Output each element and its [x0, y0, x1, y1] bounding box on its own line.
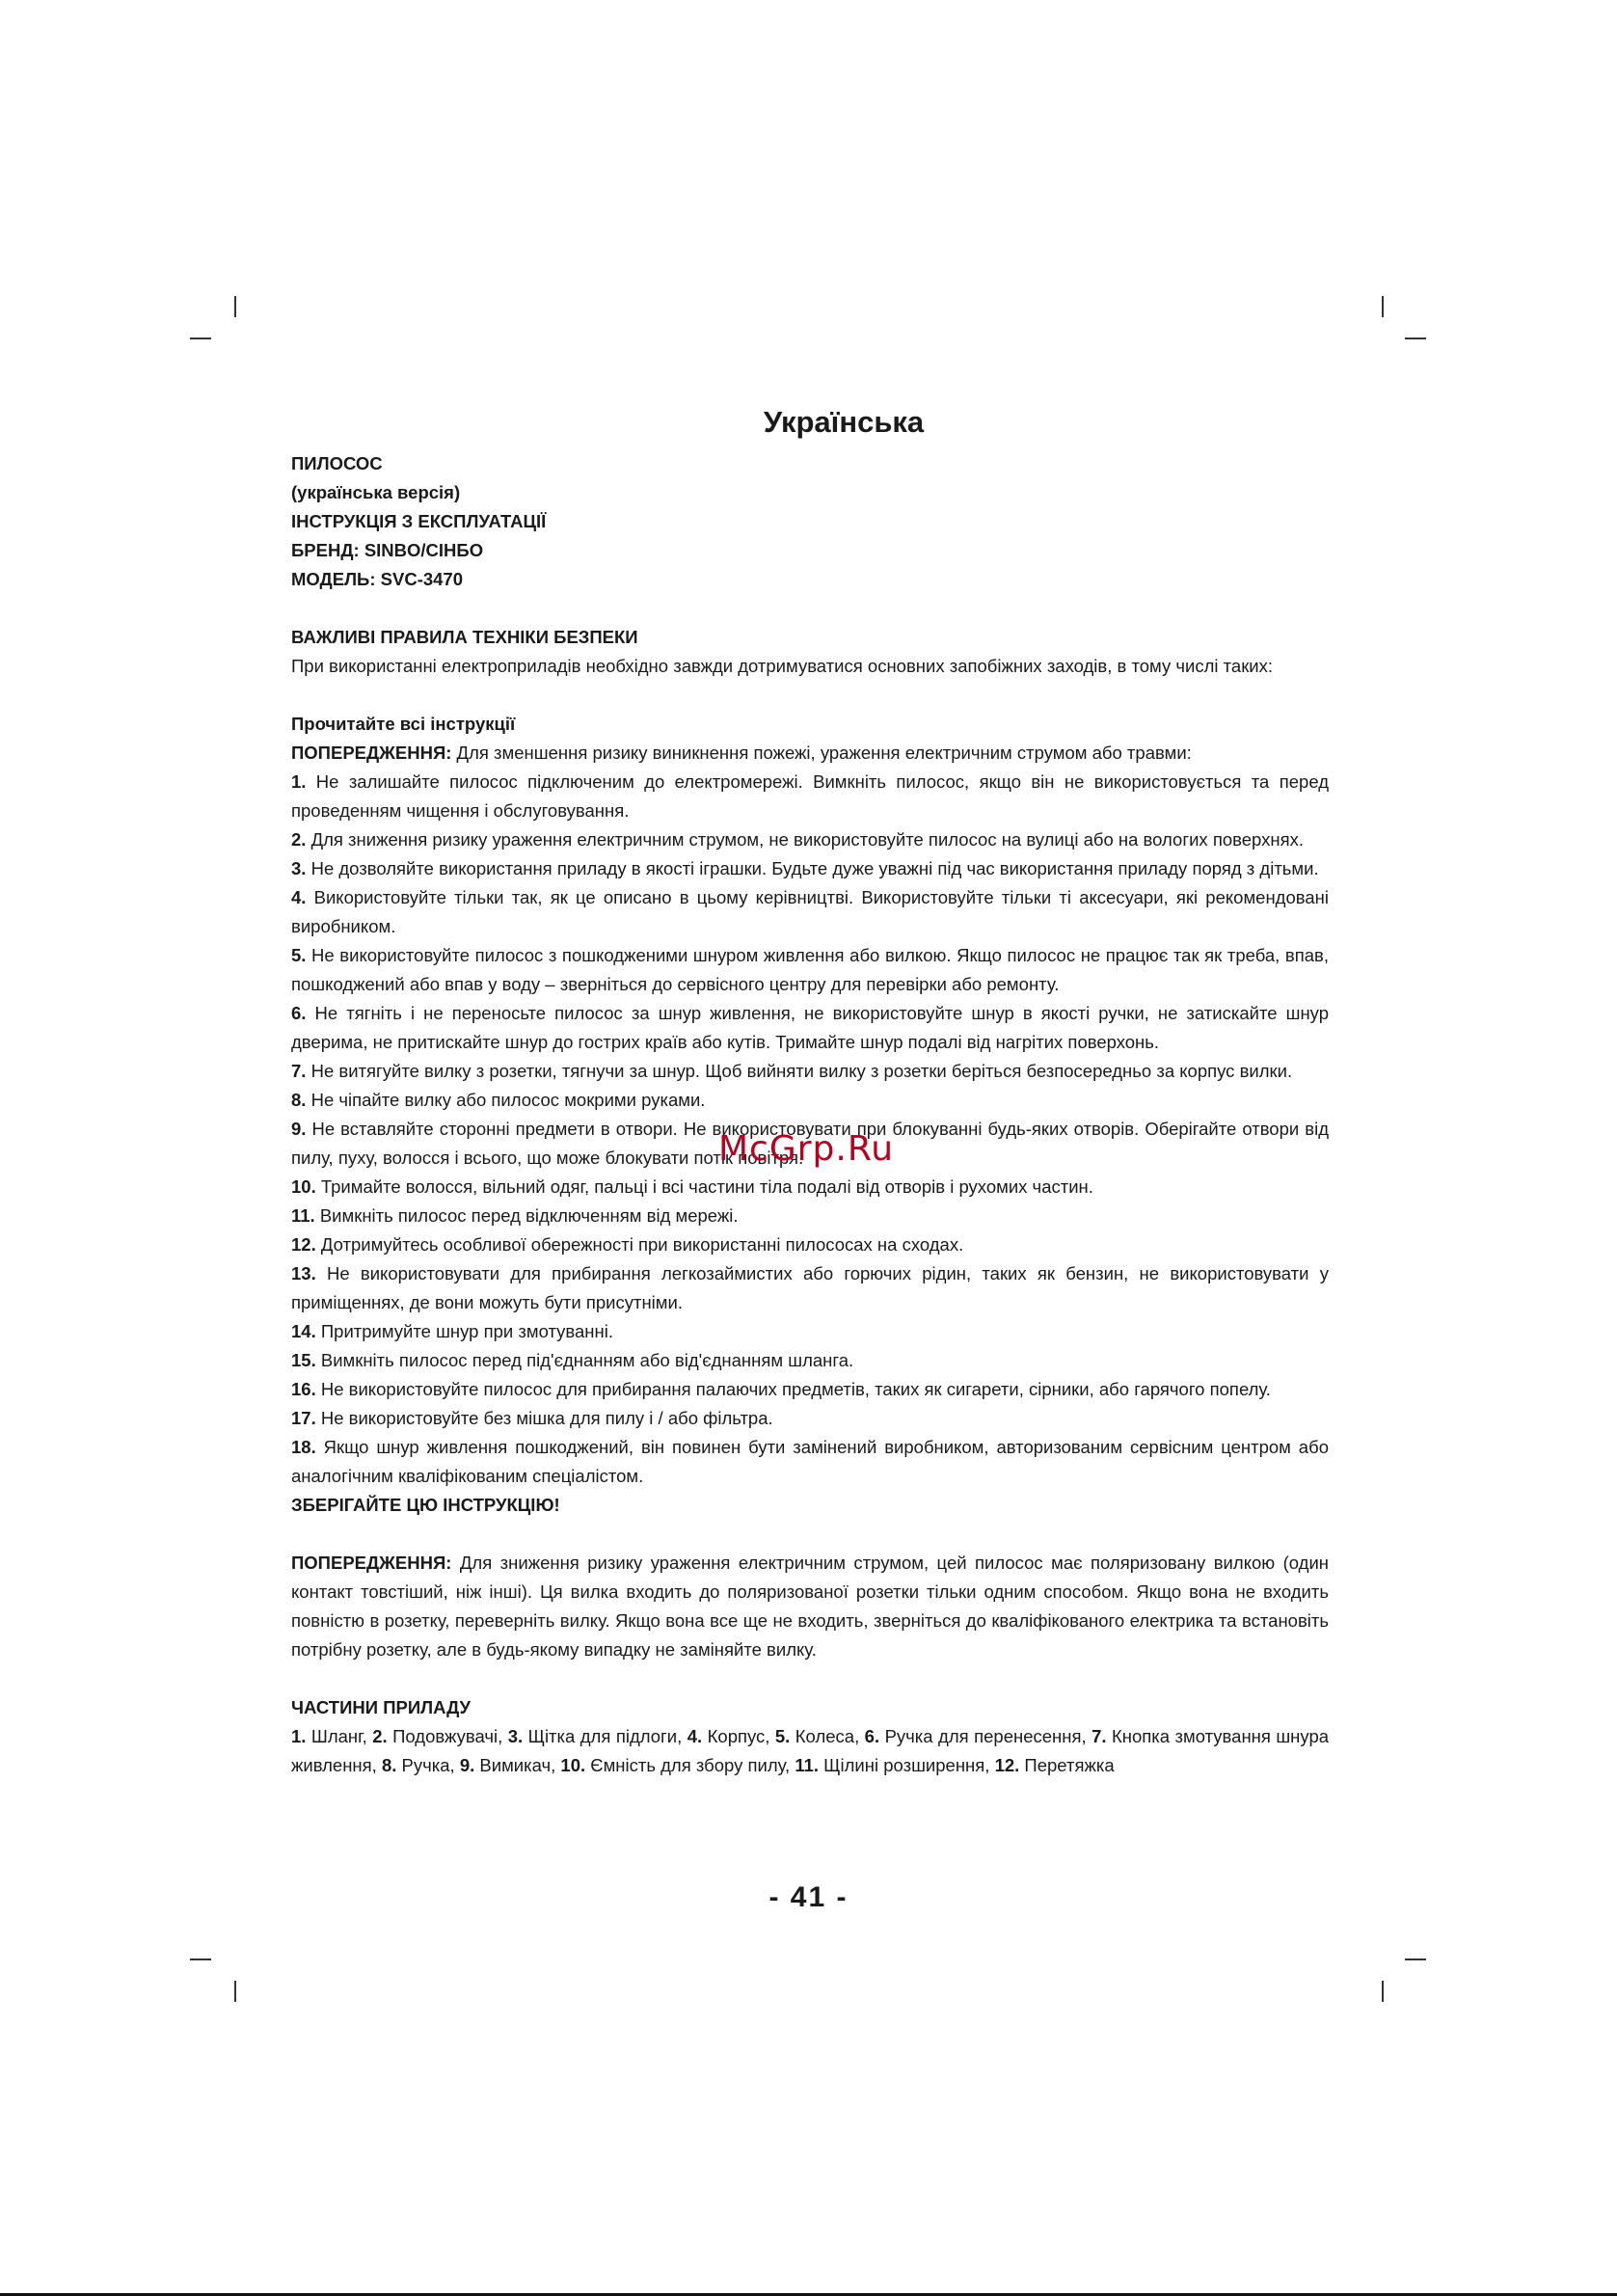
safety-item — [291, 1317, 1329, 1346]
safety-item-text: Не чіпайте вилку або пилосос мокрими руками. — [306, 1090, 706, 1110]
spacer — [291, 1664, 1329, 1693]
safety-item — [291, 1433, 1329, 1491]
safety-item — [291, 883, 1329, 941]
safety-item-text: Не вставляйте сторонні предмети в отвори. Не використовувати при блокуванні будь-яких отворів. Оберігайте отвори від пилу, пуху, волосся і всього, що може блокувати потік повітря. — [291, 1119, 1329, 1168]
safety-intro: При використанні електроприладів необхідно завжди дотримуватися основних запобіжних заходів, в тому числі таких: — [291, 656, 1274, 676]
safety-item-number: 8. — [291, 1090, 307, 1110]
polarized-warning — [291, 1549, 1329, 1664]
safety-item-number: 3. — [291, 858, 307, 878]
safety-item-text: Тримайте волосся, вільний одяг, пальці і всі частини тіла подалі від отворів і рухомих частин. — [315, 1176, 1093, 1197]
safety-item — [291, 1259, 1329, 1317]
polarized-text: Для зниження ризику ураження електричним струмом, цей пилосос має поляризовану вилкою (один контакт товстіший, ніж інші). Ця вилка входить до поляризованої розетки тільки одним способом. Якщо вона не входить повністю в розетку, переверніть вилку. Якщо вона все ще не входить, зверніться до кваліфікованого електрика та встановіть потрібну розетку, але в будь-якому випадку не заміняйте вилку. — [291, 1553, 1329, 1660]
safety-item-text: Не використовувати для прибирання легкозаймистих або горючих рідин, таких як бензин, не використовувати у приміщеннях, де вони можуть бути присутніми. — [291, 1263, 1329, 1312]
document-body — [291, 403, 1329, 1780]
part-number: 6. — [864, 1726, 880, 1746]
save-instructions: ЗБЕРІГАЙТЕ ЦЮ ІНСТРУКЦІЮ! — [291, 1495, 560, 1515]
safety-item-text: Дотримуйтесь особливої обережності при використанні пилососах на сходах. — [315, 1234, 964, 1255]
safety-item-number: 2. — [291, 829, 307, 850]
safety-item-text: Використовуйте тільки так, як це описано в цьому керівництві. Використовуйте тільки ті аксесуари, які рекомендовані виробником. — [291, 887, 1329, 936]
safety-item-text: Якщо шнур живлення пошкоджений, він повинен бути замінений виробником, авторизованим сервісним центром або аналогічним кваліфікованим спеціалістом. — [291, 1437, 1329, 1486]
part-number: 2. — [372, 1726, 388, 1746]
part-label: Перетяжка — [1019, 1755, 1115, 1775]
header-line: ПИЛОСОС — [291, 453, 383, 473]
safety-item-number: 14. — [291, 1321, 316, 1341]
part-number: 10. — [560, 1755, 586, 1775]
polarized-label: ПОПЕРЕДЖЕННЯ: — [291, 1553, 452, 1573]
part-label: Корпус, — [702, 1726, 775, 1746]
part-label: Ручка, — [396, 1755, 460, 1775]
part-number: 4. — [687, 1726, 703, 1746]
crop-mark — [1382, 296, 1384, 317]
safety-item-number: 10. — [291, 1176, 316, 1197]
safety-item-text: Не дозволяйте використання приладу в якості іграшки. Будьте дуже уважні під час використання приладу поряд з дітьми. — [306, 858, 1319, 878]
spacer — [291, 1520, 1329, 1549]
safety-item — [291, 768, 1329, 825]
crop-mark — [190, 1958, 211, 1960]
safety-item — [291, 1173, 1329, 1202]
safety-item-text: Не використовуйте пилосос для прибирання палаючих предметів, таких як сигарети, сірники, або гарячого попелу. — [315, 1379, 1271, 1399]
safety-item-number: 1. — [291, 771, 307, 792]
safety-item-number: 16. — [291, 1379, 316, 1399]
crop-mark — [234, 296, 236, 317]
part-number: 5. — [774, 1726, 791, 1746]
safety-item — [291, 1230, 1329, 1259]
part-label: Щілині розширення, — [819, 1755, 995, 1775]
safety-item-text: Не залишайте пилосос підключеним до електромережі. Вимкніть пилосос, якщо він не використовується та перед проведенням чищення і обслуговування. — [291, 771, 1329, 821]
part-number: 1. — [291, 1726, 307, 1746]
header-line: МОДЕЛЬ: SVC-3470 — [291, 569, 464, 589]
safety-item-number: 6. — [291, 1003, 307, 1023]
safety-item-number: 13. — [291, 1263, 316, 1283]
crop-mark — [1405, 338, 1426, 339]
crop-mark — [1405, 1958, 1426, 1960]
safety-item-text: Не використовуйте без мішка для пилу і / або фільтра. — [315, 1408, 773, 1428]
safety-item — [291, 941, 1329, 999]
spacer — [291, 681, 1329, 710]
part-label: Ручка для перенесення, — [879, 1726, 1092, 1746]
header-line: БРЕНД: SINBO/СІНБО — [291, 540, 484, 560]
warning-paragraph — [291, 739, 1329, 768]
page-number: - 41 - — [768, 1881, 849, 1913]
safety-item-number: 11. — [291, 1205, 315, 1226]
part-label: Кнопка змотування шнура живлення, — [291, 1726, 1330, 1775]
safety-item-number: 7. — [291, 1061, 307, 1081]
part-number: 11. — [795, 1755, 820, 1775]
watermark: McGrp.Ru — [718, 1129, 895, 1169]
part-number: 8. — [381, 1755, 397, 1775]
crop-mark — [190, 338, 211, 339]
safety-item — [291, 999, 1329, 1057]
warning-text: Для зменшення ризику виникнення пожежі, ураження електричним струмом або травми: — [451, 743, 1192, 763]
part-number: 12. — [994, 1755, 1020, 1775]
safety-item — [291, 1057, 1329, 1086]
safety-item-number: 18. — [291, 1437, 316, 1457]
parts-heading: ЧАСТИНИ ПРИЛАДУ — [291, 1697, 472, 1717]
header-line: ІНСТРУКЦІЯ З ЕКСПЛУАТАЦІЇ — [291, 511, 547, 531]
safety-item-number: 4. — [291, 887, 307, 907]
product-header — [291, 449, 1329, 594]
read-instructions-heading: Прочитайте всі інструкції — [291, 714, 516, 734]
part-label: Щітка для підлоги, — [523, 1726, 687, 1746]
safety-item — [291, 854, 1329, 883]
safety-item-number: 15. — [291, 1350, 316, 1370]
spacer — [291, 594, 1329, 623]
safety-item — [291, 1202, 1329, 1230]
safety-item — [291, 1375, 1329, 1404]
safety-item-number: 9. — [291, 1119, 307, 1139]
safety-item — [291, 1404, 1329, 1433]
part-number: 9. — [459, 1755, 475, 1775]
page-title: Українська — [763, 405, 925, 439]
crop-mark — [1382, 1981, 1384, 2002]
part-label: Ємність для збору пилу, — [585, 1755, 795, 1775]
safety-item — [291, 1346, 1329, 1375]
safety-item-text: Вимкніть пилосос перед під'єднанням або від'єднанням шланга. — [315, 1350, 854, 1370]
part-label: Шланг, — [306, 1726, 373, 1746]
safety-item-text: Для зниження ризику ураження електричним струмом, не використовуйте пилосос на вулиці або на вологих поверхнях. — [306, 829, 1304, 850]
crop-mark — [234, 1981, 236, 2002]
warning-label: ПОПЕРЕДЖЕННЯ: — [291, 743, 452, 763]
safety-item-text: Вимкніть пилосос перед відключенням від мережі. — [314, 1205, 739, 1226]
part-label: Колеса, — [790, 1726, 865, 1746]
safety-item-text: Не витягуйте вилку з розетки, тягнучи за шнур. Щоб вийняти вилку з розетки беріться безпосередньо за корпус вилки. — [306, 1061, 1293, 1081]
parts-list — [291, 1722, 1329, 1780]
safety-heading: ВАЖЛИВІ ПРАВИЛА ТЕХНІКИ БЕЗПЕКИ — [291, 627, 638, 647]
part-number: 7. — [1091, 1726, 1107, 1746]
header-line: (українська версія) — [291, 482, 461, 502]
safety-item-text: Не використовуйте пилосос з пошкодженими шнуром живлення або вилкою. Якщо пилосос не працює так як треба, впав, пошкоджений або впав у воду – зверніться до сервісного центру для перевірки або ремонту. — [291, 945, 1329, 994]
part-label: Подовжувачі, — [387, 1726, 508, 1746]
safety-item-number: 5. — [291, 945, 307, 965]
safety-item-text: Притримуйте шнур при змотуванні. — [315, 1321, 613, 1341]
safety-item-number: 12. — [291, 1234, 316, 1255]
safety-item — [291, 1086, 1329, 1115]
safety-item — [291, 825, 1329, 854]
part-number: 3. — [507, 1726, 524, 1746]
safety-item-text: Не тягніть і не переносьте пилосос за шнур живлення, не використовуйте шнур в якості ручки, не затискайте шнур дверима, не притискайте шнур до гострих країв або кутів. Тримайте шнур подалі від нагрітих поверхонь. — [291, 1003, 1329, 1052]
safety-item-number: 17. — [291, 1408, 316, 1428]
part-label: Вимикач, — [474, 1755, 561, 1775]
